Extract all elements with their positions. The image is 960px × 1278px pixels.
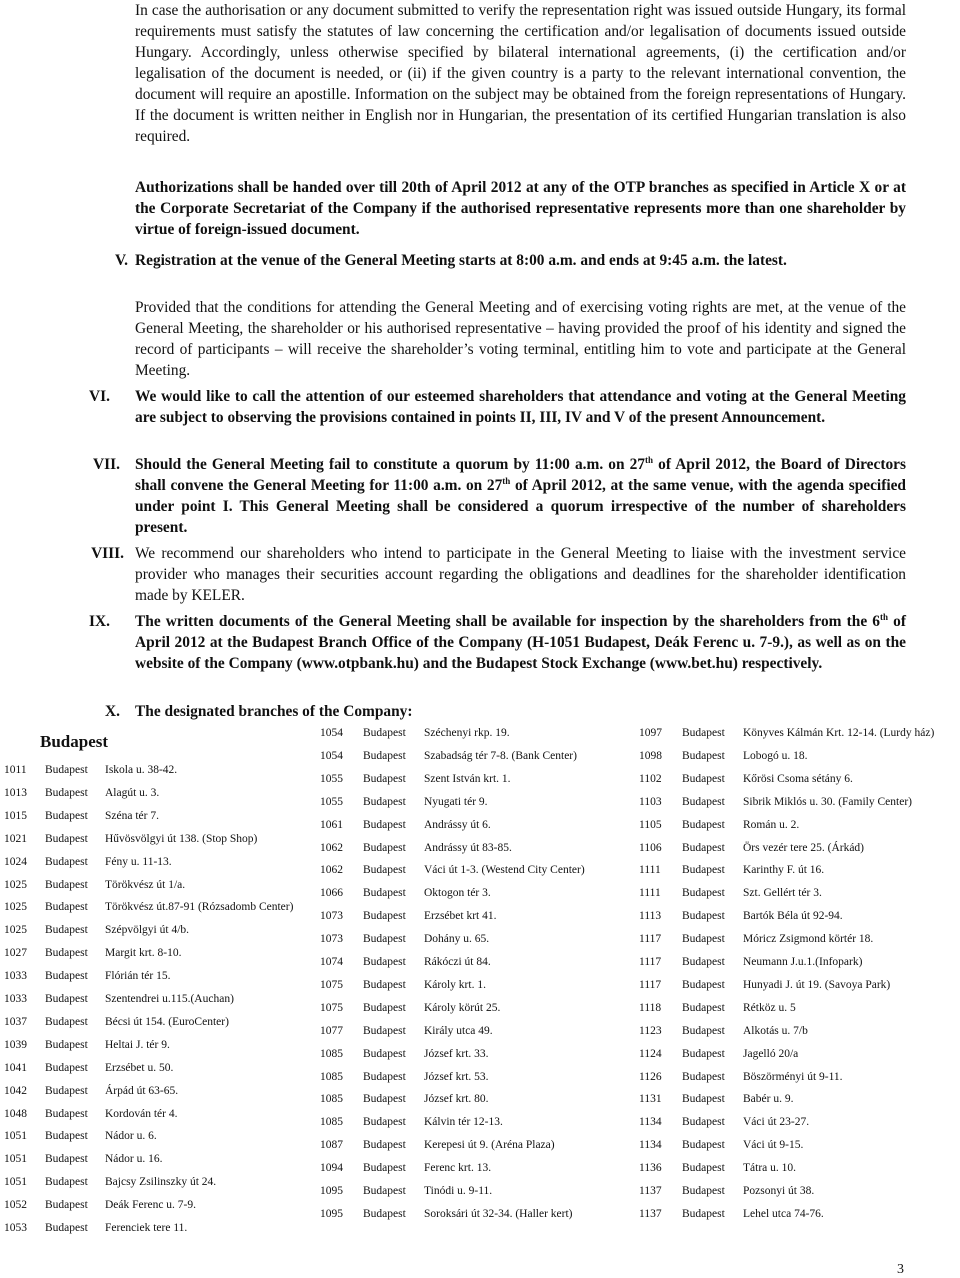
branch-city: Budapest: [363, 933, 406, 946]
branch-city: Budapest: [45, 764, 88, 776]
branch-address: Rákóczi út 84.: [424, 956, 491, 968]
branch-address: Lobogó u. 18.: [743, 749, 808, 762]
branch-zip: 1052: [4, 1199, 27, 1212]
branch-city: Budapest: [45, 1107, 88, 1120]
branch-city: Budapest: [45, 1015, 88, 1028]
branch-zip: 1073: [320, 933, 343, 946]
branch-address: Flórián tér 15.: [105, 970, 171, 983]
branch-city: Budapest: [45, 809, 88, 822]
branch-zip: 1111: [639, 887, 661, 900]
branch-zip: 1025: [4, 924, 27, 937]
branch-zip: 1062: [320, 841, 343, 854]
section-viii-text: We recommend our shareholders who intend to participate in the General Meeting to liaise with the investment service provider who manages their securities account regarding the obligations and deadlines for the shareholder identification made by KELER.: [135, 545, 906, 604]
branch-zip: 1085: [320, 1047, 343, 1060]
section-v-heading: Registration at the venue of the General Meeting starts at 8:00 a.m. and ends at 9:45 a.m. the latest.: [135, 252, 787, 269]
branch-city: Budapest: [45, 1222, 88, 1234]
branch-city: Budapest: [45, 1176, 88, 1189]
branch-city: Budapest: [45, 924, 88, 937]
branch-city: Budapest: [363, 772, 406, 785]
branch-address: Deák Ferenc u. 7-9.: [105, 1199, 197, 1212]
branch-zip: 1074: [320, 956, 343, 968]
branch-city: Budapest: [363, 1207, 406, 1220]
branch-address: Margit krt. 8-10.: [105, 947, 182, 960]
branch-address: Móricz Zsigmond körtér 18.: [743, 933, 874, 946]
branch-zip: 1136: [639, 1162, 662, 1175]
authorizations-deadline-paragraph: Authorizations shall be handed over till 20th of April 2012 at any of the OTP branches as specified in Article X or at the Corporate Secretariat of the Company if the authorised representative represents more than one shareholder by virtue of foreign-issued document.: [135, 179, 906, 238]
branch-city: Budapest: [45, 786, 88, 799]
section-vii-text: [135, 454, 906, 538]
branch-city: Budapest: [45, 832, 88, 845]
branch-address: Pozsonyi út 38.: [743, 1185, 815, 1197]
branch-address: Karinthy F. út 16.: [743, 864, 825, 877]
branch-address: Könyves Kálmán Krt. 12-14. (Lurdy ház): [743, 727, 935, 739]
branch-address: Szent István krt. 1.: [424, 772, 511, 785]
branch-address: Váci út 1-3. (Westend City Center): [424, 864, 585, 877]
branch-city: Budapest: [682, 1093, 725, 1106]
branch-zip: 1095: [320, 1207, 343, 1220]
authorisation-foreign-paragraph: In case the authorisation or any document submitted to verify the representation right was issued outside Hungary, its formal requirements must satisfy the statutes of law concerning the certification and/or legalisation of documents issued outside Hungary. Accordingly, unless otherwise specified by bilateral international agreements, (i) the certification and/or legalisation of the document is needed, or (ii) if the given country is a party to the relevant international convention, the document will require an apostille. Information on the subject may be obtained from the foreign representations of Hungary. If the document is written neither in English nor in Hungarian, the presentation of its certified Hungarian translation is also required.: [135, 2, 906, 145]
branch-address: Sibrik Miklós u. 30. (Family Center): [743, 795, 912, 808]
branch-city: Budapest: [682, 1001, 725, 1014]
branch-address: Erzsébet krt 41.: [424, 910, 497, 923]
branch-city: Budapest: [45, 947, 88, 960]
vii-part-b: of April 2012, the Board of Directors shall convene the General Meeting for 11:00 a.m. on 27: [135, 456, 906, 494]
branch-city: Budapest: [363, 1001, 406, 1014]
branch-city: Budapest: [363, 818, 406, 831]
branch-address: Törökvész út 1/a.: [105, 878, 186, 891]
branch-address: Kerepesi út 9. (Aréna Plaza): [424, 1139, 555, 1152]
branch-zip: 1117: [639, 933, 662, 946]
branch-city: Budapest: [45, 901, 88, 914]
branch-zip: 1131: [639, 1093, 662, 1106]
branch-address: Iskola u. 38-42.: [105, 764, 178, 776]
section-vi-text: We would like to call the attention of our esteemed shareholders that attendance and voting at the General Meeting are subject to observing the provisions contained in points II, III, IV and V of the present Announcement.: [135, 388, 906, 426]
branch-city: Budapest: [682, 1116, 725, 1129]
branch-city: Budapest: [363, 1139, 406, 1152]
branch-zip: 1021: [4, 832, 27, 845]
section-vii-label: VII.: [93, 456, 120, 473]
branches-heading: Budapest: [40, 732, 109, 751]
branch-address: Károly krt. 1.: [424, 978, 486, 991]
branch-city: Budapest: [45, 1038, 88, 1051]
branch-address: Román u. 2.: [743, 818, 800, 831]
branch-zip: 1033: [4, 993, 27, 1005]
branch-address: Ferenciek tere 11.: [105, 1222, 188, 1234]
vii-sup-2: th: [502, 475, 511, 486]
branch-address: Örs vezér tere 25. (Árkád): [743, 841, 865, 854]
branch-zip: 1126: [639, 1070, 662, 1083]
branch-address: Nádor u. 6.: [105, 1130, 157, 1143]
ix-sup: th: [880, 611, 889, 622]
branch-address: Oktogon tér 3.: [424, 887, 491, 900]
branch-zip: 1113: [639, 910, 662, 923]
branch-address: Hunyadi J. út 19. (Savoya Park): [743, 978, 891, 991]
branch-city: Budapest: [682, 772, 725, 785]
branch-address: Heltai J. tér 9.: [105, 1038, 170, 1051]
section-vi-label: VI.: [89, 388, 110, 405]
branch-address: Soroksári út 32-34. (Haller kert): [424, 1207, 573, 1220]
branch-zip: 1075: [320, 978, 343, 991]
branch-zip: 1027: [4, 947, 27, 960]
branch-city: Budapest: [682, 818, 725, 831]
branch-city: Budapest: [45, 993, 88, 1005]
branch-zip: 1085: [320, 1116, 343, 1129]
branch-city: Budapest: [363, 727, 406, 739]
branch-city: Budapest: [682, 887, 725, 900]
vii-part-a: Should the General Meeting fail to constitute a quorum by 11:00 a.m. on 27: [135, 456, 646, 473]
branch-zip: 1024: [4, 855, 27, 868]
branch-address: Erzsébet u. 50.: [105, 1061, 174, 1074]
branch-zip: 1123: [639, 1024, 662, 1037]
branch-zip: 1085: [320, 1070, 343, 1083]
branch-zip: 1051: [4, 1153, 27, 1166]
branch-address: Dohány u. 65.: [424, 933, 490, 946]
branch-city: Budapest: [45, 878, 88, 891]
branch-city: Budapest: [45, 1199, 88, 1212]
branch-city: Budapest: [363, 1185, 406, 1197]
section-x-label: X.: [105, 703, 120, 720]
branch-address: Lehel utca 74-76.: [743, 1207, 824, 1220]
branch-address: Szépvölgyi út 4/b.: [105, 924, 190, 937]
branch-zip: 1073: [320, 910, 343, 923]
branch-zip: 1124: [639, 1047, 662, 1060]
branch-address: Jagelló 20/a: [743, 1047, 799, 1060]
branch-address: Babér u. 9.: [743, 1093, 794, 1106]
branch-zip: 1095: [320, 1185, 343, 1197]
branch-address: Szabadság tér 7-8. (Bank Center): [424, 749, 577, 762]
section-v-text: Provided that the conditions for attending the General Meeting and of exercising voting rights are met, at the venue of the General Meeting, the shareholder or his authorised representative – having provided the proof of his identity and signed the record of participants – will receive the shareholder’s voting terminal, entitling him to vote and participate at the General Meeting.: [135, 299, 906, 379]
branch-zip: 1025: [4, 878, 27, 891]
branch-zip: 1117: [639, 956, 662, 968]
branch-zip: 1111: [639, 864, 661, 877]
branch-city: Budapest: [363, 841, 406, 854]
branch-zip: 1039: [4, 1038, 27, 1051]
branch-address: Tinódi u. 9-11.: [424, 1185, 493, 1197]
branch-city: Budapest: [682, 727, 725, 739]
branch-city: Budapest: [363, 749, 406, 762]
branch-address: Alkotás u. 7/b: [743, 1024, 808, 1037]
branch-city: Budapest: [363, 864, 406, 877]
section-v-label: V.: [115, 252, 128, 269]
branch-city: Budapest: [682, 841, 725, 854]
branch-zip: 1033: [4, 970, 27, 983]
branch-city: Budapest: [682, 956, 725, 968]
ix-part-b: of April 2012 at the Budapest Branch Office of the Company (H-1051 Budapest, Deák Ferenc u. 7-9.), as well as on the website of the Company (www.otpbank.hu) and the Budapest Stock Exchange (www.bet.hu) respectively.: [135, 613, 907, 672]
branch-zip: 1077: [320, 1024, 343, 1037]
branch-address: Váci út 23-27.: [743, 1116, 810, 1129]
branch-address: Ferenc krt. 13.: [424, 1162, 492, 1175]
branch-city: Budapest: [363, 910, 406, 923]
branch-address: Bartók Béla út 92-94.: [743, 910, 843, 923]
branch-city: Budapest: [682, 864, 725, 877]
branch-address: Rétköz u. 5: [743, 1001, 796, 1014]
branch-zip: 1051: [4, 1176, 27, 1189]
branch-zip: 1105: [639, 818, 662, 831]
branch-city: Budapest: [363, 1162, 406, 1175]
branch-city: Budapest: [682, 1185, 725, 1197]
branch-city: Budapest: [682, 978, 725, 991]
branch-zip: 1066: [320, 887, 343, 900]
branch-address: Bécsi út 154. (EuroCenter): [105, 1015, 229, 1028]
branch-address: József krt. 33.: [424, 1047, 489, 1060]
branch-address: József krt. 80.: [424, 1093, 489, 1106]
branch-zip: 1102: [639, 772, 662, 785]
branch-address: Széna tér 7.: [105, 809, 159, 822]
branch-zip: 1037: [4, 1015, 27, 1028]
vii-sup-1: th: [645, 454, 654, 465]
branch-address: Hűvösvölgyi út 138. (Stop Shop): [105, 832, 258, 845]
branch-zip: 1137: [639, 1185, 662, 1197]
branch-zip: 1054: [320, 749, 343, 762]
branch-zip: 1118: [639, 1001, 662, 1014]
branch-zip: 1048: [4, 1107, 27, 1120]
branch-city: Budapest: [363, 978, 406, 991]
branch-zip: 1075: [320, 1001, 343, 1014]
branch-city: Budapest: [363, 956, 406, 968]
branch-city: Budapest: [363, 1070, 406, 1083]
section-viii-label: VIII.: [91, 545, 124, 562]
branch-zip: 1054: [320, 727, 343, 739]
branch-address: Kálvin tér 12-13.: [424, 1116, 503, 1129]
branch-address: Nádor u. 16.: [105, 1153, 163, 1166]
branch-city: Budapest: [45, 1061, 88, 1074]
vii-part-c: of April 2012, at the same venue, with the agenda specified under point I. This General Meeting shall be considered a quorum irrespective of the number of shareholders present.: [135, 477, 906, 536]
branch-address: Kőrösi Csoma sétány 6.: [743, 772, 853, 785]
branch-address: Károly körút 25.: [424, 1001, 501, 1014]
branch-city: Budapest: [45, 1084, 88, 1097]
branch-city: Budapest: [682, 1024, 725, 1037]
branch-city: Budapest: [682, 933, 725, 946]
branch-address: Nyugati tér 9.: [424, 795, 488, 808]
branch-city: Budapest: [45, 1153, 88, 1166]
branch-zip: 1134: [639, 1116, 662, 1129]
branch-zip: 1061: [320, 818, 343, 831]
branch-zip: 1117: [639, 978, 662, 991]
branch-zip: 1013: [4, 786, 27, 799]
branch-address: József krt. 53.: [424, 1070, 489, 1083]
branch-city: Budapest: [363, 887, 406, 900]
branch-city: Budapest: [682, 1047, 725, 1060]
branch-address: Böszörményi út 9-11.: [743, 1070, 843, 1083]
branch-city: Budapest: [363, 1047, 406, 1060]
branch-address: Tátra u. 10.: [743, 1162, 797, 1175]
branch-city: Budapest: [682, 749, 725, 762]
branch-city: Budapest: [363, 1093, 406, 1106]
branch-city: Budapest: [363, 1024, 406, 1037]
branch-zip: 1055: [320, 795, 343, 808]
branch-address: Alagút u. 3.: [105, 786, 160, 799]
branch-zip: 1098: [639, 749, 662, 762]
branch-zip: 1134: [639, 1139, 662, 1152]
branch-city: Budapest: [363, 795, 406, 808]
branch-zip: 1011: [4, 764, 27, 776]
branch-zip: 1087: [320, 1139, 343, 1152]
branch-city: Budapest: [682, 910, 725, 923]
branch-zip: 1055: [320, 772, 343, 785]
branch-zip: 1085: [320, 1093, 343, 1106]
branch-zip: 1051: [4, 1130, 27, 1143]
branch-address: Szentendrei u.115.(Auchan): [105, 993, 234, 1005]
branch-zip: 1062: [320, 864, 343, 877]
branch-address: Szt. Gellért tér 3.: [743, 887, 822, 900]
branch-address: Andrássy út 6.: [424, 818, 491, 831]
branch-city: Budapest: [45, 855, 88, 868]
branch-zip: 1053: [4, 1222, 27, 1234]
branch-address: Bajcsy Zsilinszky út 24.: [105, 1176, 217, 1189]
branch-zip: 1137: [639, 1207, 662, 1220]
branch-city: Budapest: [682, 795, 725, 808]
section-x-heading: The designated branches of the Company:: [135, 703, 413, 720]
branch-city: Budapest: [682, 1070, 725, 1083]
branch-address: Andrássy út 83-85.: [424, 841, 512, 854]
branch-address: Neumann J.u.1.(Infopark): [743, 956, 863, 968]
branch-zip: 1015: [4, 809, 27, 822]
branch-zip: 1103: [639, 795, 662, 808]
branch-city: Budapest: [682, 1207, 725, 1220]
branch-address: Fény u. 11-13.: [105, 855, 172, 868]
branch-zip: 1025: [4, 901, 27, 914]
branch-city: Budapest: [45, 1130, 88, 1143]
branch-zip: 1094: [320, 1162, 343, 1175]
branch-zip: 1041: [4, 1061, 27, 1074]
branch-city: Budapest: [45, 970, 88, 983]
branch-city: Budapest: [682, 1139, 725, 1152]
branch-zip: 1097: [639, 727, 662, 739]
branch-address: Király utca 49.: [424, 1024, 493, 1037]
branch-zip: 1042: [4, 1084, 27, 1097]
branch-city: Budapest: [682, 1162, 725, 1175]
branch-city: Budapest: [363, 1116, 406, 1129]
section-ix-text: [135, 611, 906, 674]
branch-zip: 1106: [639, 841, 662, 854]
branch-address: Árpád út 63-65.: [105, 1084, 179, 1097]
section-ix-label: IX.: [89, 613, 110, 630]
branch-address: Kordován tér 4.: [105, 1107, 178, 1120]
page-number: 3: [897, 1262, 904, 1277]
branch-address: Váci út 9-15.: [743, 1139, 804, 1152]
branch-address: Széchenyi rkp. 19.: [424, 727, 510, 739]
branch-address: Törökvész út.87-91 (Rózsadomb Center): [105, 901, 294, 914]
ix-part-a: The written documents of the General Meeting shall be available for inspection by the shareholders from the 6: [135, 613, 881, 630]
